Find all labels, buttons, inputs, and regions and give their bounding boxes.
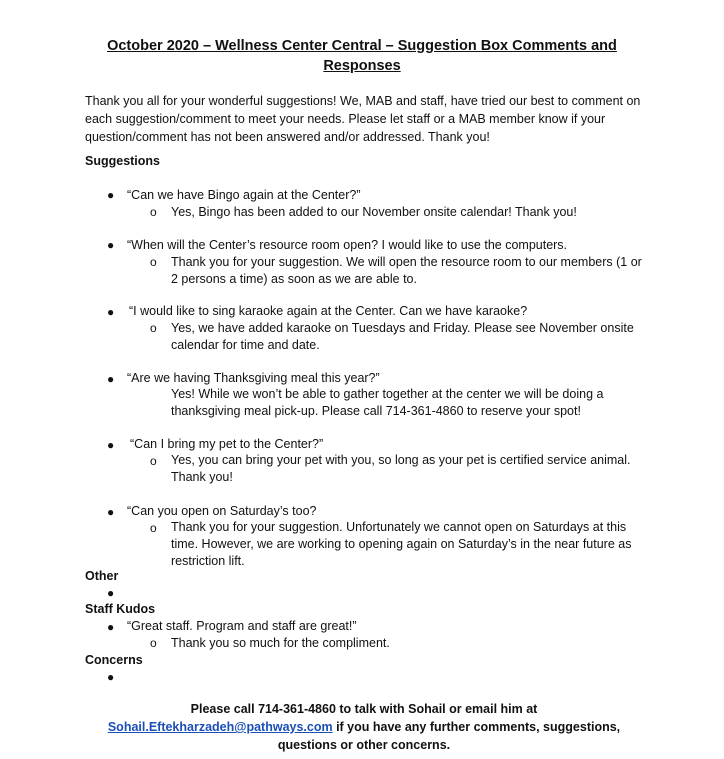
suggestion-response: Thank you for your suggestion. We will open the resource room to our members (1 or 2 persons a time) as soon as we are able to.: [171, 255, 642, 286]
contact-footer: [80, 700, 648, 754]
kudos-response: Thank you so much for the compliment.: [171, 636, 390, 650]
suggestion-question: “When will the Center’s resource room open? I would like to use the computers.: [127, 238, 568, 252]
other-heading: Other: [85, 569, 119, 583]
sub-bullet-icon: o: [150, 636, 157, 650]
sub-bullet-icon: o: [150, 521, 157, 535]
bullet-icon: ●: [107, 505, 115, 519]
bullet-icon: ●: [107, 586, 115, 600]
suggestion-question: “Are we having Thanksgiving meal this year?”: [127, 371, 380, 385]
bullet-icon: ●: [107, 670, 115, 684]
bullet-icon: ●: [107, 188, 115, 202]
sub-bullet-icon: o: [150, 454, 157, 468]
staff-kudos-heading: Staff Kudos: [85, 602, 156, 616]
suggestion-question: “Can you open on Saturday’s too?: [127, 504, 317, 518]
bullet-icon: ●: [107, 438, 115, 452]
footer-suffix: if you have any further comments, suggestions, questions or other concerns.: [277, 720, 621, 752]
footer-prefix: Please call 714-361-4860 to talk with Sohail or email him at: [190, 702, 538, 716]
bullet-icon: ●: [107, 238, 115, 252]
suggestion-response: Yes! While we won’t be able to gather together at the center we will be doing a thanksgiving meal pick-up. Please call 714-361-4860 to reserve your spot!: [171, 387, 604, 418]
suggestion-response: Yes, you can bring your pet with you, so long as your pet is certified service animal. Thank you!: [171, 453, 631, 484]
bullet-icon: ●: [107, 372, 115, 386]
bullet-icon: ●: [107, 305, 115, 319]
page-title: October 2020 – Wellness Center Central – Suggestion Box Comments and Responses: [107, 38, 617, 74]
sub-bullet-icon: o: [150, 255, 157, 269]
suggestion-question: “Can I bring my pet to the Center?”: [130, 437, 324, 451]
kudos-comment: “Great staff. Program and staff are great!”: [127, 619, 357, 633]
suggestion-question: “I would like to sing karaoke again at the Center. Can we have karaoke?: [129, 304, 528, 318]
suggestion-response: Thank you for your suggestion. Unfortunately we cannot open on Saturdays at this time. However, we are working to opening again on Saturday’s in the near future as restriction lift.: [171, 520, 632, 568]
suggestions-heading: Suggestions: [85, 154, 161, 168]
sub-bullet-icon: o: [150, 321, 157, 335]
suggestion-question: “Can we have Bingo again at the Center?”: [127, 188, 361, 202]
email-link[interactable]: Sohail.Eftekharzadeh@pathways.com: [107, 720, 333, 734]
sub-bullet-icon: o: [150, 205, 157, 219]
bullet-icon: ●: [107, 620, 115, 634]
suggestion-response: Yes, we have added karaoke on Tuesdays and Friday. Please see November onsite calendar for time and date.: [171, 321, 634, 352]
concerns-heading: Concerns: [85, 653, 143, 667]
suggestion-response: Yes, Bingo has been added to our November onsite calendar! Thank you!: [171, 205, 577, 219]
intro-paragraph: Thank you all for your wonderful suggestions! We, MAB and staff, have tried our best to comment on each suggestion/comment to meet your needs. Please let staff or a MAB member know if your question/comment has not been answered and/or addressed. Thank you!: [85, 94, 641, 144]
